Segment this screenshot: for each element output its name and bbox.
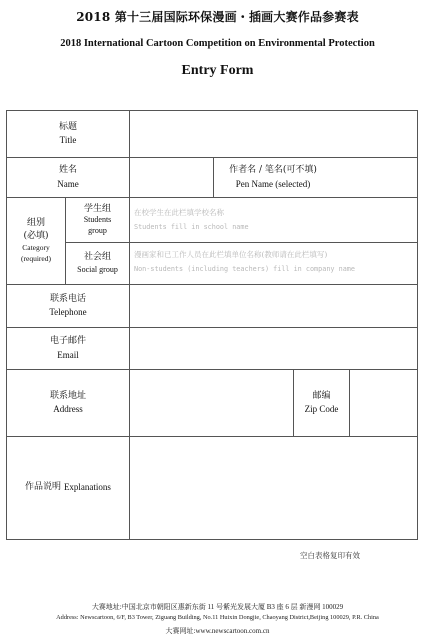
company-name-input[interactable]: [129, 242, 418, 285]
pen-name-label: 作者名 / 笔名(可不填) Pen Name (selected): [229, 165, 317, 189]
school-name-input[interactable]: [129, 197, 418, 243]
name-input[interactable]: [129, 157, 214, 198]
social-label: 社会组 Social group: [77, 251, 118, 275]
explanations-input[interactable]: [129, 436, 418, 540]
title-input[interactable]: [129, 110, 418, 158]
photocopy-note: 空白表格复印有效: [300, 551, 360, 560]
entry-form-heading: Entry Form: [181, 63, 254, 78]
address-label: 联系地址 Address: [49, 390, 86, 414]
company-name-hint-cn: 漫画家和已工作人员在此栏填单位名称(教师请在此栏填写): [134, 250, 328, 259]
explanations-label: 作品说明 Explanations: [25, 482, 111, 493]
address-input[interactable]: [129, 369, 294, 437]
telephone-label: 联系电话 Telephone: [49, 293, 87, 317]
form-title-chinese: 2018 第十三届国际环保漫画・插画大赛作品参赛表: [76, 10, 359, 24]
name-label: 姓名 Name: [57, 165, 79, 189]
school-name-hint-en: Students fill in school name: [134, 223, 249, 231]
students-label: 学生组 Students group: [83, 204, 112, 236]
zip-label: 邮编 Zip Code: [304, 390, 339, 414]
form-title-english: 2018 International Cartoon Competition on Environmental Protection: [60, 38, 375, 49]
email-label: 电子邮件 Email: [49, 336, 86, 360]
zip-input[interactable]: [349, 369, 418, 437]
footer-address-en: Address: Newscartoon, 6/F, B3 Tower, Ziguang Building, No.11 Huixin Dongjie, Chaoyang District,Beijing 100029, P.R. China: [56, 614, 379, 621]
category-label: 组别 (必填) Category (required): [21, 218, 51, 264]
footer-address-cn: 大赛地址:中国北京市朝阳区惠新东街 11 号紫光发展大厦 B3 座 6 层 新漫网 100029: [91, 603, 344, 611]
school-name-hint-cn: 在校学生在此栏填学校名称: [134, 208, 224, 217]
telephone-input[interactable]: [129, 284, 418, 328]
company-name-hint-en: Non-students (including teachers) fill in company name: [134, 265, 355, 273]
title-label: 标题 Title: [58, 121, 77, 145]
email-input[interactable]: [129, 327, 418, 370]
footer-website: 大赛网址:www.newscartoon.com.cn: [165, 627, 270, 635]
